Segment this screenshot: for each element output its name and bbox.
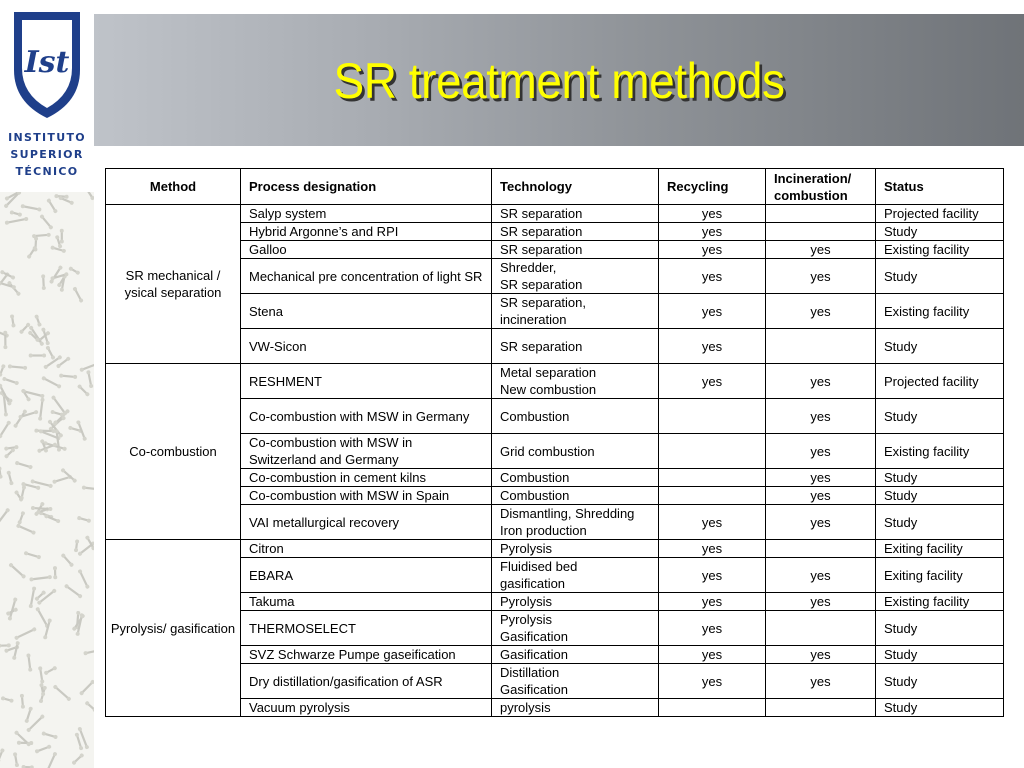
incineration-cell: yes (766, 364, 876, 399)
logo-line-1: INSTITUTO (8, 131, 86, 144)
status-cell: Projected facility (876, 364, 1004, 399)
incineration-cell: yes (766, 646, 876, 664)
status-cell: Projected facility (876, 205, 1004, 223)
technology-cell: Shredder, SR separation (492, 259, 659, 294)
recycling-cell: yes (659, 611, 766, 646)
process-cell: Takuma (241, 593, 492, 611)
recycling-cell: yes (659, 505, 766, 540)
table-row (106, 558, 1004, 593)
process-cell: Co-combustion with MSW in Spain (241, 487, 492, 505)
method-cell: Pyrolysis/ gasification (106, 540, 241, 717)
technology-cell: SR separation (492, 241, 659, 259)
technology-cell: Fluidised bed gasification (492, 558, 659, 593)
status-cell: Existing facility (876, 434, 1004, 469)
recycling-cell: yes (659, 223, 766, 241)
process-cell: Co-combustion with MSW in Germany (241, 399, 492, 434)
process-cell: Galloo (241, 241, 492, 259)
status-cell: Study (876, 699, 1004, 717)
process-cell: Salyp system (241, 205, 492, 223)
technology-cell: Combustion (492, 487, 659, 505)
status-cell: Study (876, 259, 1004, 294)
methods-table-container (105, 168, 1004, 717)
table-row (106, 329, 1004, 364)
incineration-cell: yes (766, 399, 876, 434)
logo-line-3: TÉCNICO (15, 165, 79, 178)
recycling-cell: yes (659, 241, 766, 259)
technology-cell: Combustion (492, 399, 659, 434)
recycling-cell: yes (659, 646, 766, 664)
incineration-cell: yes (766, 487, 876, 505)
recycling-cell (659, 487, 766, 505)
table-row (106, 505, 1004, 540)
table-row (106, 364, 1004, 399)
status-cell: Existing facility (876, 241, 1004, 259)
recycling-cell: yes (659, 364, 766, 399)
process-cell: Co-combustion with MSW in Switzerland and Germany (241, 434, 492, 469)
technology-cell: Combustion (492, 469, 659, 487)
incineration-cell (766, 699, 876, 717)
logo-line-2: SUPERIOR (10, 148, 84, 161)
incineration-cell (766, 223, 876, 241)
table-row (106, 646, 1004, 664)
header-process: Process designation (241, 169, 492, 205)
slide-title: SR treatment methods (333, 53, 785, 109)
technology-cell: Pyrolysis Gasification (492, 611, 659, 646)
table-row (106, 611, 1004, 646)
incineration-cell: yes (766, 259, 876, 294)
technology-cell: SR separation (492, 205, 659, 223)
incineration-cell (766, 205, 876, 223)
status-cell: Study (876, 329, 1004, 364)
technology-cell: Pyrolysis (492, 540, 659, 558)
recycling-cell: yes (659, 329, 766, 364)
process-cell: Mechanical pre concentration of light SR (241, 259, 492, 294)
process-cell: Citron (241, 540, 492, 558)
recycling-cell: yes (659, 593, 766, 611)
methods-table (105, 168, 1004, 717)
recycling-cell (659, 699, 766, 717)
process-cell: Co-combustion in cement kilns (241, 469, 492, 487)
header-recycling: Recycling (659, 169, 766, 205)
table-row (106, 223, 1004, 241)
incineration-cell: yes (766, 505, 876, 540)
process-cell: Vacuum pyrolysis (241, 699, 492, 717)
decorative-pattern (0, 192, 94, 768)
status-cell: Existing facility (876, 593, 1004, 611)
technology-cell: Metal separation New combustion (492, 364, 659, 399)
recycling-cell: yes (659, 294, 766, 329)
process-cell: Dry distillation/gasification of ASR (241, 664, 492, 699)
status-cell: Study (876, 505, 1004, 540)
process-cell: VW-Sicon (241, 329, 492, 364)
technology-cell: pyrolysis (492, 699, 659, 717)
technology-cell: SR separation (492, 329, 659, 364)
process-cell: RESHMENT (241, 364, 492, 399)
table-row (106, 294, 1004, 329)
status-cell: Exiting facility (876, 558, 1004, 593)
incineration-cell: yes (766, 469, 876, 487)
header-status: Status (876, 169, 1004, 205)
technology-cell: SR separation, incineration (492, 294, 659, 329)
technology-cell: Grid combustion (492, 434, 659, 469)
sidebar (0, 0, 94, 768)
recycling-cell (659, 399, 766, 434)
incineration-cell: yes (766, 434, 876, 469)
table-row (106, 241, 1004, 259)
status-cell: Study (876, 469, 1004, 487)
recycling-cell: yes (659, 540, 766, 558)
table-row (106, 434, 1004, 469)
method-cell: Co-combustion (106, 364, 241, 540)
incineration-cell: yes (766, 294, 876, 329)
header-incineration: Incineration/ combustion (766, 169, 876, 205)
method-cell: SR mechanical / ysical separation (106, 205, 241, 364)
status-cell: Study (876, 611, 1004, 646)
recycling-cell: yes (659, 558, 766, 593)
incineration-cell: yes (766, 664, 876, 699)
recycling-cell: yes (659, 664, 766, 699)
status-cell: Study (876, 399, 1004, 434)
table-row (106, 487, 1004, 505)
svg-text:Ist: Ist (24, 45, 70, 80)
table-header-row (106, 169, 1004, 205)
incineration-cell: yes (766, 593, 876, 611)
process-cell: THERMOSELECT (241, 611, 492, 646)
header-technology: Technology (492, 169, 659, 205)
table-row (106, 469, 1004, 487)
technology-cell: Pyrolysis (492, 593, 659, 611)
status-cell: Study (876, 223, 1004, 241)
table-row (106, 664, 1004, 699)
status-cell: Existing facility (876, 294, 1004, 329)
status-cell: Study (876, 646, 1004, 664)
incineration-cell (766, 329, 876, 364)
institution-logo (0, 0, 94, 192)
shield-emblem-icon (12, 10, 82, 120)
status-cell: Study (876, 664, 1004, 699)
recycling-cell (659, 469, 766, 487)
process-cell: VAI metallurgical recovery (241, 505, 492, 540)
technology-cell: Distillation Gasification (492, 664, 659, 699)
table-row (106, 399, 1004, 434)
incineration-cell: yes (766, 558, 876, 593)
status-cell: Exiting facility (876, 540, 1004, 558)
technology-cell: SR separation (492, 223, 659, 241)
table-row (106, 593, 1004, 611)
status-cell: Study (876, 487, 1004, 505)
incineration-cell: yes (766, 241, 876, 259)
table-row (106, 205, 1004, 223)
table-row (106, 259, 1004, 294)
recycling-cell (659, 434, 766, 469)
process-cell: EBARA (241, 558, 492, 593)
process-cell: Hybrid Argonne’s and RPI (241, 223, 492, 241)
technology-cell: Dismantling, Shredding Iron production (492, 505, 659, 540)
process-cell: Stena (241, 294, 492, 329)
technology-cell: Gasification (492, 646, 659, 664)
table-row (106, 540, 1004, 558)
table-row (106, 699, 1004, 717)
process-cell: SVZ Schwarze Pumpe gaseification (241, 646, 492, 664)
incineration-cell (766, 611, 876, 646)
recycling-cell: yes (659, 259, 766, 294)
header-method: Method (106, 169, 241, 205)
incineration-cell (766, 540, 876, 558)
recycling-cell: yes (659, 205, 766, 223)
